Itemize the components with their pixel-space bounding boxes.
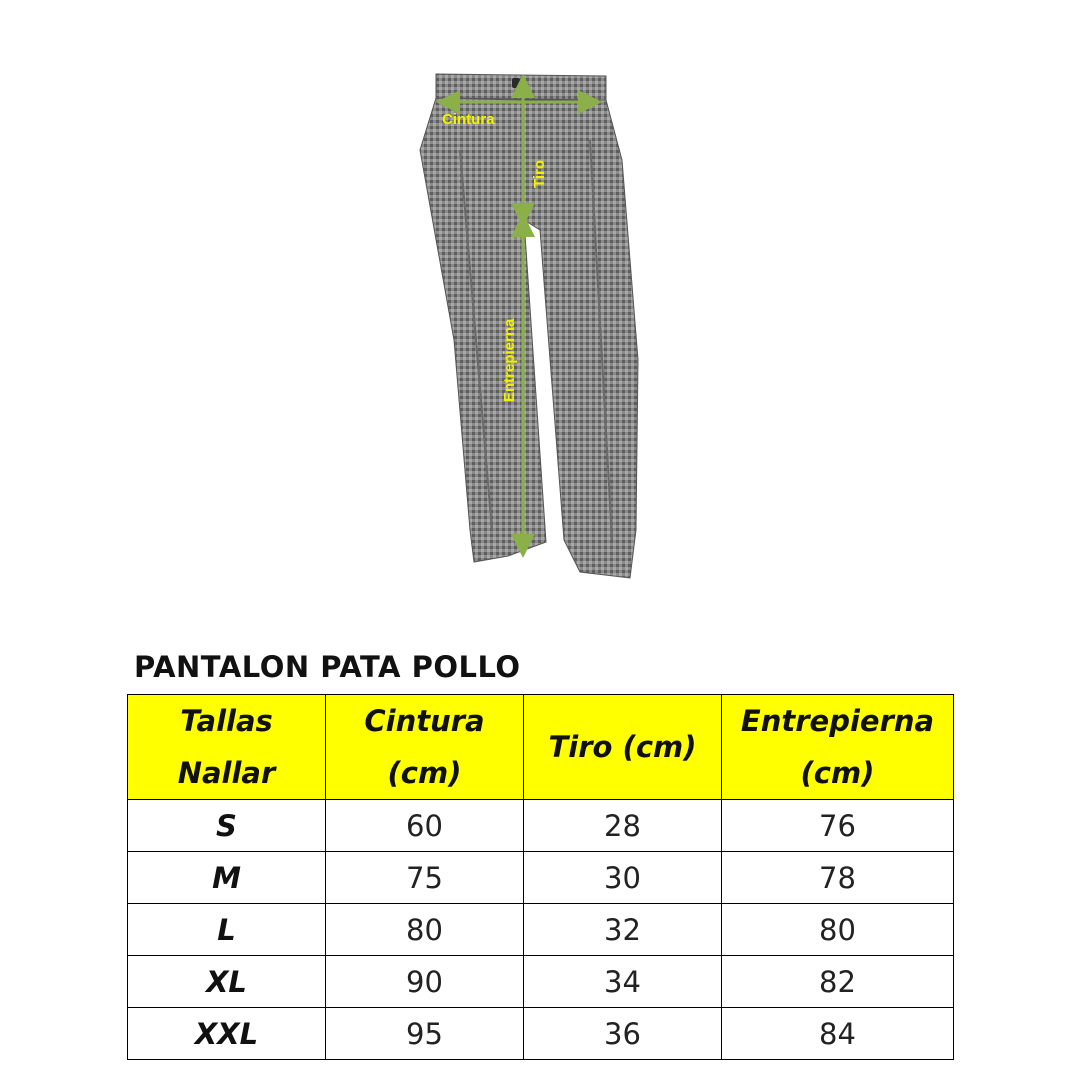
cintura-label: Cintura <box>442 111 495 128</box>
cintura-cell: 60 <box>326 800 524 852</box>
entrepierna-cell: 84 <box>722 1008 954 1060</box>
tiro-cell: 36 <box>524 1008 722 1060</box>
waistband <box>436 74 606 100</box>
tiro-cell: 30 <box>524 852 722 904</box>
size-cell: S <box>128 800 326 852</box>
header-row <box>128 695 954 800</box>
table-row <box>128 1008 954 1060</box>
header-line: Nallar <box>177 756 276 790</box>
entrepierna-cell: 78 <box>722 852 954 904</box>
size-cell: L <box>128 904 326 956</box>
header-line: Entrepierna <box>740 704 935 738</box>
size-cell: XL <box>128 956 326 1008</box>
cintura-cell: 90 <box>326 956 524 1008</box>
table-row <box>128 904 954 956</box>
pants-measurement-figure <box>400 60 660 590</box>
tiro-cell: 32 <box>524 904 722 956</box>
size-cell: XXL <box>128 1008 326 1060</box>
header-tiro <box>524 695 722 800</box>
pants-illustration <box>400 60 660 590</box>
header-line: (cm) <box>387 756 462 790</box>
entrepierna-label: Entrepierna <box>501 318 518 402</box>
entrepierna-cell: 80 <box>722 904 954 956</box>
entrepierna-cell: 76 <box>722 800 954 852</box>
size-chart-table <box>127 694 954 1060</box>
waist-button <box>512 78 520 88</box>
tiro-cell: 34 <box>524 956 722 1008</box>
cintura-cell: 95 <box>326 1008 524 1060</box>
tiro-cell: 28 <box>524 800 722 852</box>
header-cintura <box>326 695 524 800</box>
header-entrepierna <box>722 695 954 800</box>
tiro-label: Tiro <box>531 159 548 188</box>
size-cell: M <box>128 852 326 904</box>
entrepierna-cell: 82 <box>722 956 954 1008</box>
header-line: (cm) <box>800 756 875 790</box>
table-title: PANTALON PATA POLLO <box>134 650 521 684</box>
header-tallas <box>128 695 326 800</box>
cintura-cell: 75 <box>326 852 524 904</box>
table-row <box>128 800 954 852</box>
cintura-cell: 80 <box>326 904 524 956</box>
table-row <box>128 956 954 1008</box>
table-row <box>128 852 954 904</box>
header-line: Cintura <box>364 704 485 738</box>
header-line: Tiro (cm) <box>548 730 697 764</box>
header-line: Tallas <box>180 704 273 738</box>
